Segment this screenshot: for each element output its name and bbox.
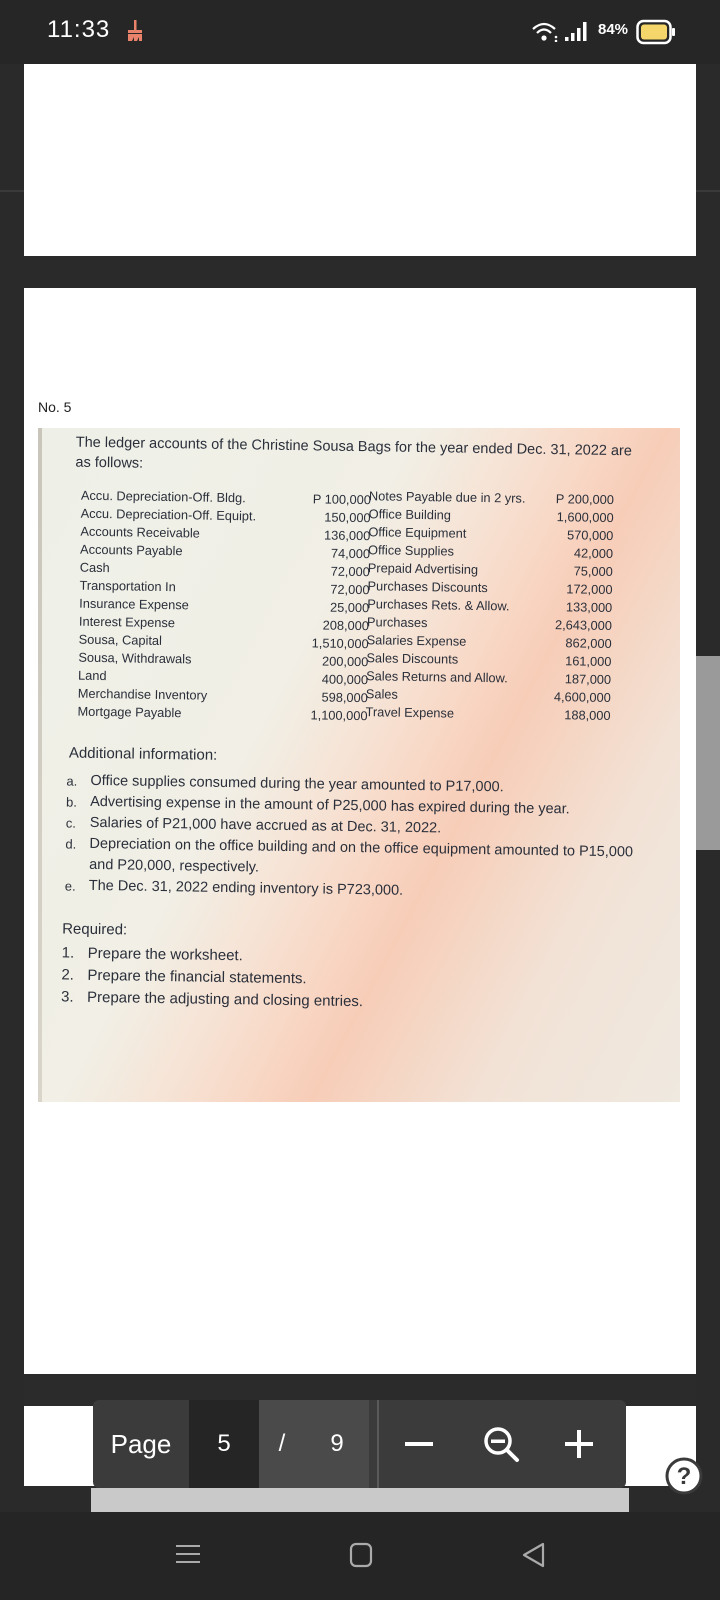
ledger-row: Notes Payable due in 2 yrs. P 200,000 (368, 488, 615, 508)
total-pages: 9 (305, 1400, 369, 1488)
menu-icon (174, 1540, 202, 1568)
clock: 11:33 (47, 16, 111, 43)
ledger-left-column (77, 487, 371, 726)
zoom-reset-button[interactable] (479, 1422, 523, 1466)
ledger-row: Prepaid Advertising 75,000 (367, 560, 613, 580)
list-item: a. Office supplies consumed during the year amounted to P17,000. (66, 772, 504, 796)
ledger-row: Office Supplies 42,000 (368, 542, 614, 562)
ledger-right-column (365, 487, 614, 725)
current-page-input[interactable]: 5 (189, 1400, 259, 1488)
toolbar-divider (377, 1400, 379, 1488)
list-item: e. The Dec. 31, 2022 ending inventory is P723,000. (64, 877, 404, 899)
ledger-row: Interest Expense 208,000 (78, 613, 370, 634)
page-separator-text: / (259, 1400, 305, 1488)
zoom-in-button[interactable] (557, 1422, 601, 1466)
background-panel (696, 656, 720, 850)
back-icon (520, 1541, 548, 1569)
ledger-row: Purchases 2,643,000 (366, 614, 613, 634)
back-button[interactable] (520, 1541, 548, 1574)
ledger-row: Accu. Depreciation-Off. Equipt. 150,000 (80, 505, 371, 526)
scanned-problem-image (38, 428, 680, 1102)
list-item: d. Depreciation on the office building and on the office equipment amounted to P15,000 and P20,000, respectively. (65, 835, 634, 876)
additional-info-list (65, 770, 652, 905)
list-item: 3. Prepare the adjusting and closing entries. (60, 988, 364, 1011)
ledger-row: Travel Expense 188,000 (365, 704, 611, 724)
plus-icon (557, 1422, 601, 1466)
signal-icon (565, 22, 591, 47)
battery-percentage: 84% (598, 21, 629, 38)
home-button[interactable] (348, 1541, 374, 1574)
page-separator (24, 256, 696, 288)
pdf-page-previous (24, 64, 696, 256)
recent-apps-button[interactable] (174, 1540, 202, 1573)
ledger-row: Purchases Rets. & Allow. 133,000 (367, 596, 613, 616)
ledger-row: Cash 72,000 (79, 559, 370, 580)
minus-icon (399, 1424, 439, 1464)
ledger-row: Mortgage Payable 1,100,000 (77, 703, 368, 724)
problem-intro: The ledger accounts of the Christine Sousa Bags for the year ended Dec. 31, 2022 are as follows: (75, 434, 633, 472)
battery-icon (636, 19, 676, 50)
required-list (61, 942, 364, 1013)
ledger-row: Sales Returns and Allow. 187,000 (366, 668, 612, 688)
problem-number: No. 5 (38, 399, 72, 415)
zoom-out-button[interactable] (399, 1424, 439, 1464)
ledger-row: Insurance Expense 25,000 (79, 595, 370, 616)
horizontal-scrollbar[interactable] (91, 1488, 629, 1512)
list-item: 1. Prepare the worksheet. (61, 944, 243, 965)
home-icon (348, 1541, 374, 1569)
page-label: Page (110, 1429, 172, 1459)
ledger-row: Accu. Depreciation-Off. Bldg. P 100,000 (80, 487, 372, 508)
ledger-row: Accounts Payable 74,000 (79, 541, 371, 562)
ledger-row: Sousa, Capital 1,510,000 (78, 631, 369, 652)
ledger-row: Salaries Expense 862,000 (366, 632, 612, 652)
help-icon[interactable] (664, 1456, 704, 1496)
ledger-row: Office Equipment 570,000 (368, 524, 614, 544)
ledger-row: Sales 4,600,000 (365, 686, 611, 706)
ledger-row: Accounts Receivable 136,000 (80, 523, 371, 544)
ledger-row: Merchandise Inventory 598,000 (77, 685, 368, 706)
wifi-icon (531, 22, 561, 47)
ledger-row: Land 400,000 (78, 667, 369, 688)
list-item: c. Salaries of P21,000 have accrued as at Dec. 31, 2022. (65, 814, 442, 837)
magnifier-icon (479, 1422, 523, 1466)
cleaner-icon (126, 20, 144, 47)
ledger-row: Purchases Discounts 172,000 (367, 578, 613, 598)
ledger-row: Office Building 1,600,000 (368, 506, 614, 526)
required-heading: Required: (62, 920, 128, 939)
ledger-row: Transportation In 72,000 (79, 577, 370, 598)
additional-info-heading: Additional information: (68, 744, 218, 764)
page-toolbar (93, 1400, 626, 1488)
svg-text:?: ? (676, 1463, 692, 1490)
list-item: 2. Prepare the financial statements. (61, 966, 307, 988)
status-bar (0, 0, 720, 64)
ledger-row: Sousa, Withdrawals 200,000 (78, 649, 369, 670)
ledger-row: Sales Discounts 161,000 (366, 650, 612, 670)
list-item: b. Advertising expense in the amount of P25,000 has expired during the year. (66, 793, 570, 818)
